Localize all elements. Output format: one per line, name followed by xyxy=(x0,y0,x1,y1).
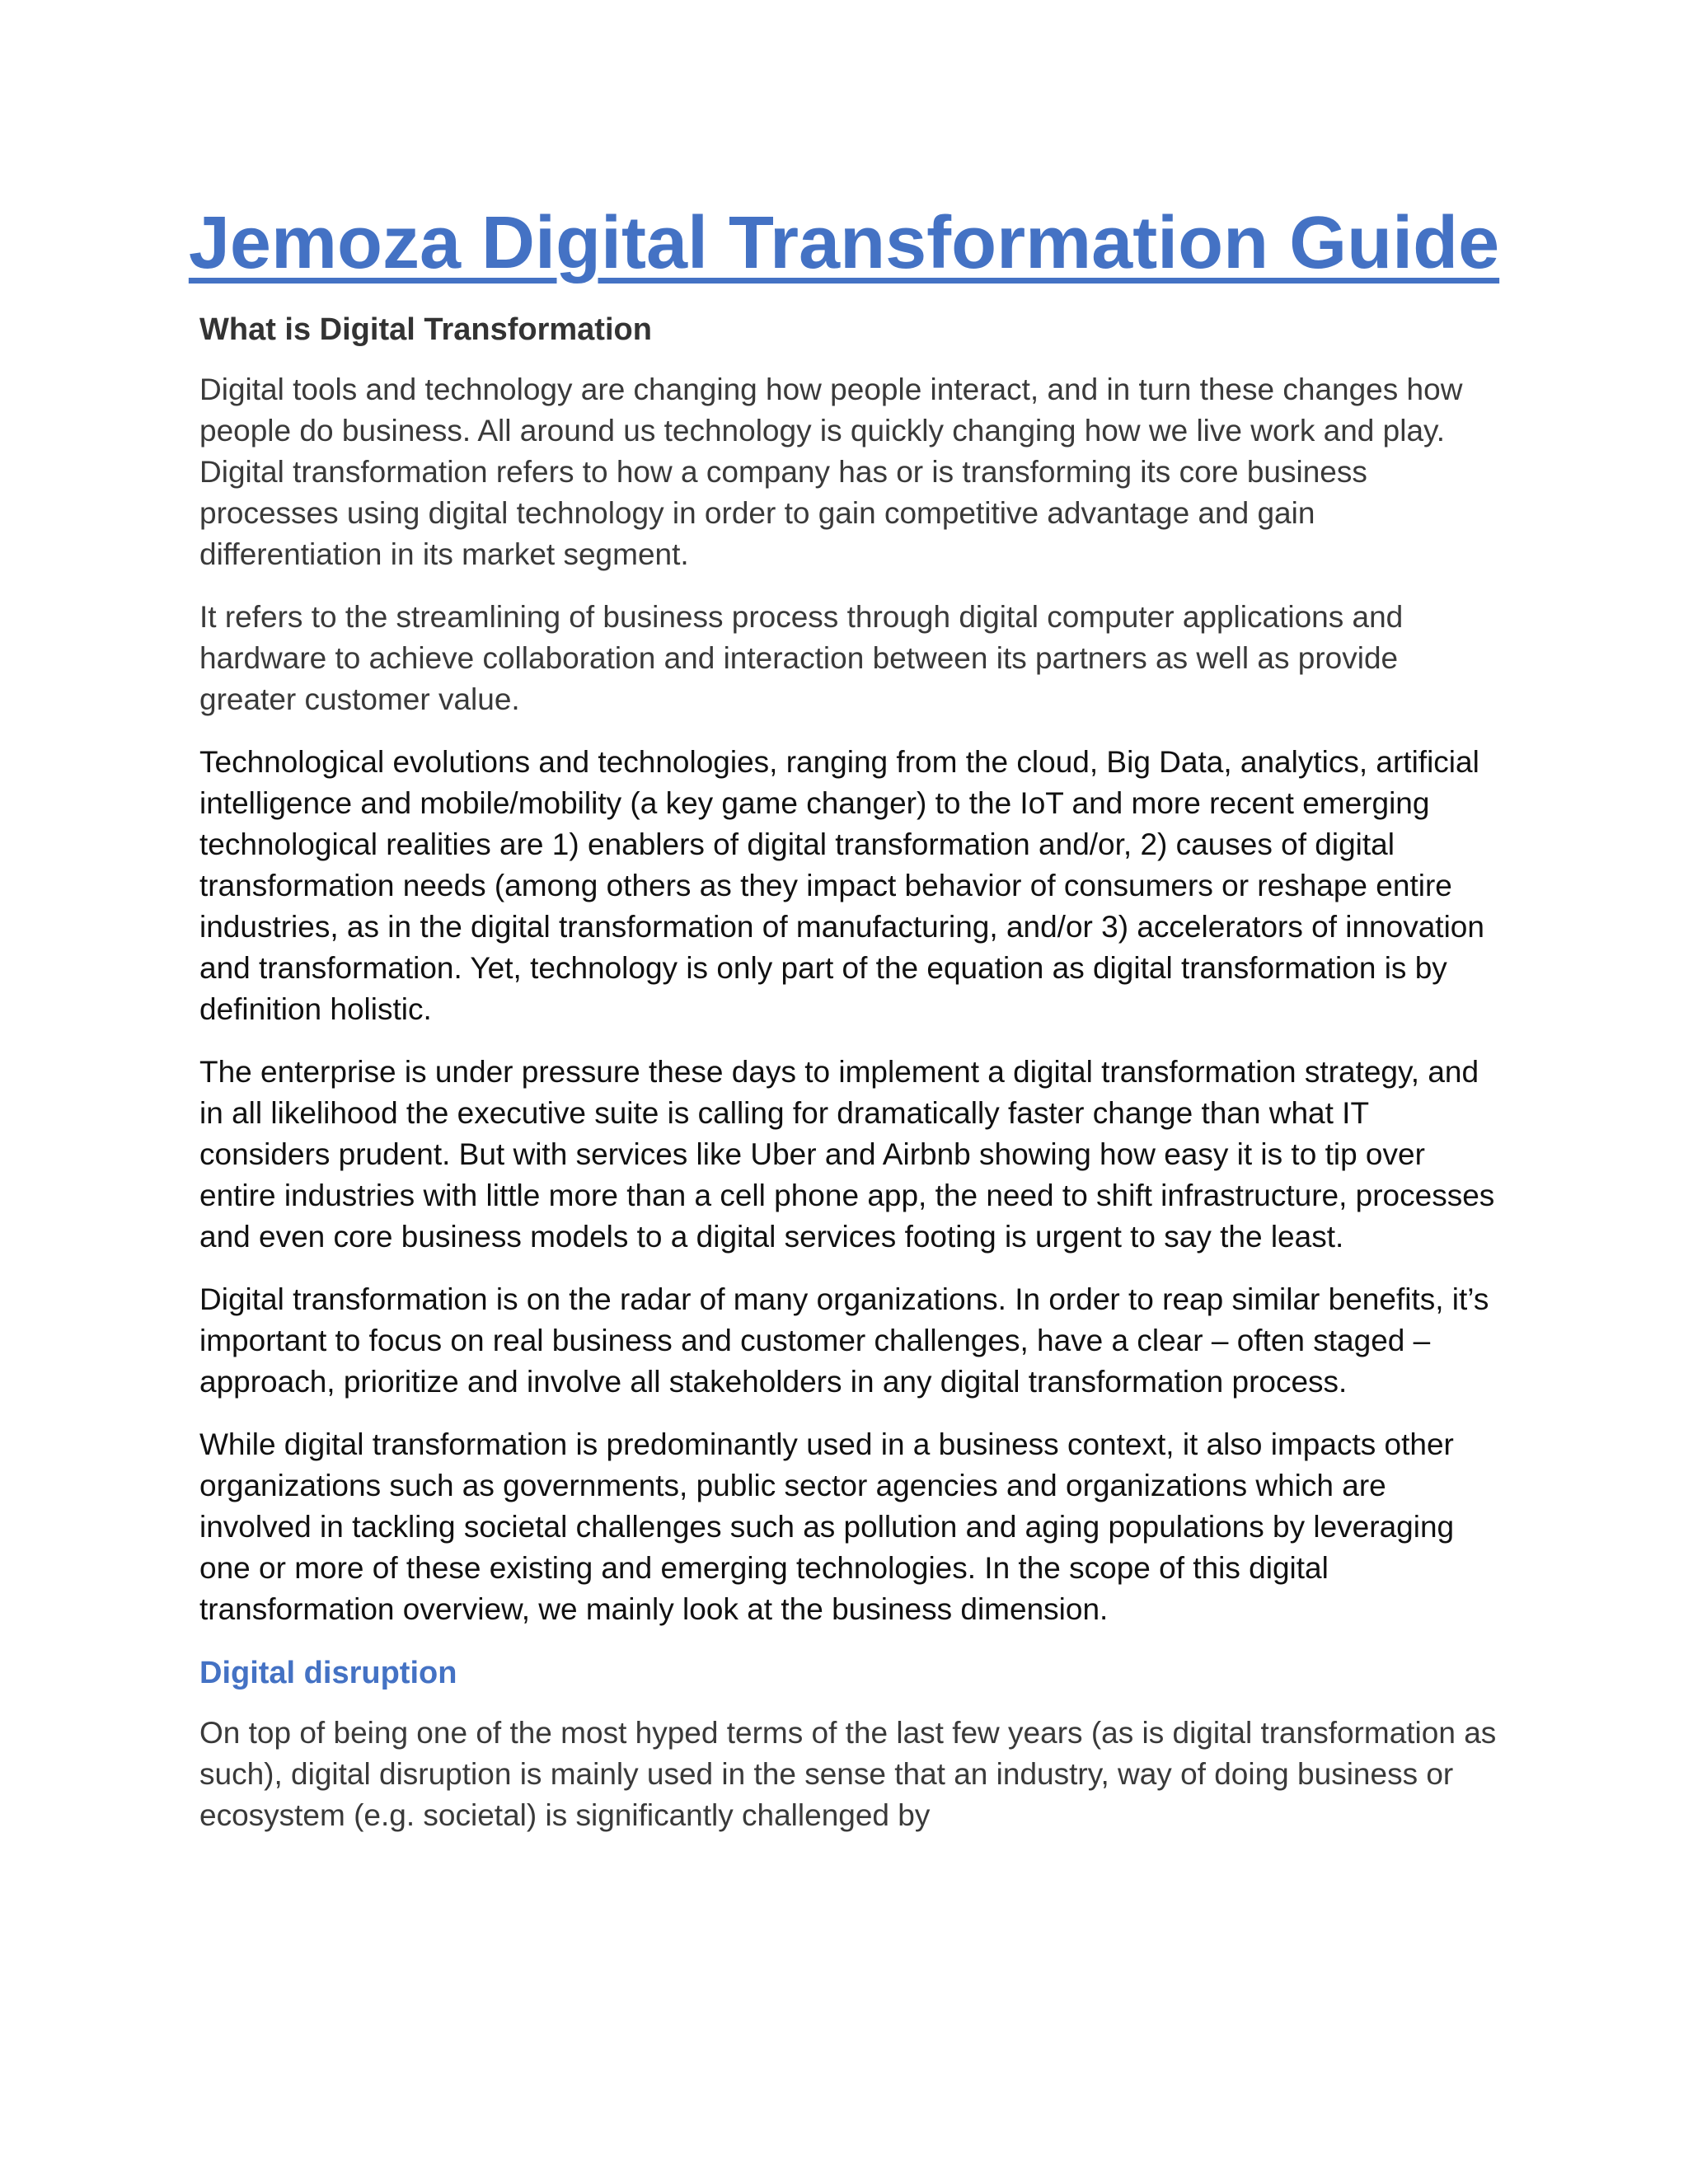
paragraph-2: It refers to the streamlining of business process through digital computer applications and hardware to achieve collaboration and interaction between its partners as well as provide greater customer value. xyxy=(199,600,1404,716)
paragraph-3: Technological evolutions and technologies, ranging from the cloud, Big Data, analytics, artificial intelligence and mobile/mobility (a key game changer) to the IoT and more recent emerging technological realities are 1) enablers of digital transformation and/or, 2) causes of digital transformation needs (among others as they impact behavior of consumers or reshape entire industries, as in the digital transformation of manufacturing, and/or 3) accelerators of innovation and transformation. Yet, technology is only part of the equation as digital transformation is by definition holistic. xyxy=(199,745,1484,1026)
paragraph-1: Digital tools and technology are changing how people interact, and in turn these changes how people do business. All around us technology is quickly changing how we live work and play. Digital transformation refers to how a company has or is transforming its core business processes using digital technology in order to gain competitive advantage and gain differentiation in its market segment. xyxy=(199,373,1463,571)
document-body xyxy=(199,308,1502,1858)
section-heading-what-is: What is Digital Transformation xyxy=(199,312,652,347)
section-heading-digital-disruption: Digital disruption xyxy=(199,1656,457,1690)
document-title: Jemoza Digital Transformation Guide xyxy=(188,202,1500,284)
paragraph-5: Digital transformation is on the radar of many organizations. In order to reap similar benefits, it’s important to focus on real business and customer challenges, have a clear – often staged – approach, prioritize and involve all stakeholders in any digital transformation process. xyxy=(199,1282,1489,1399)
paragraph-digital-disruption: On top of being one of the most hyped terms of the last few years (as is digital transformation as such), digital disruption is mainly used in the sense that an industry, way of doing business or ecosystem (e.g. societal) is significantly challenged by xyxy=(199,1716,1497,1832)
paragraph-6: While digital transformation is predominantly used in a business context, it also impacts other organizations such as governments, public sector agencies and organizations which are involved in tackling societal challenges such as pollution and aging populations by leveraging one or more of these existing and emerging technologies. In the scope of this digital transformation overview, we mainly look at the business dimension. xyxy=(199,1427,1455,1626)
paragraph-4: The enterprise is under pressure these days to implement a digital transformation strategy, and in all likelihood the executive suite is calling for dramatically faster change than what IT considers prudent. But with services like Uber and Airbnb showing how easy it is to tip over entire industries with little more than a cell phone app, the need to shift infrastructure, processes and even core business models to a digital services footing is urgent to say the least. xyxy=(199,1055,1495,1254)
